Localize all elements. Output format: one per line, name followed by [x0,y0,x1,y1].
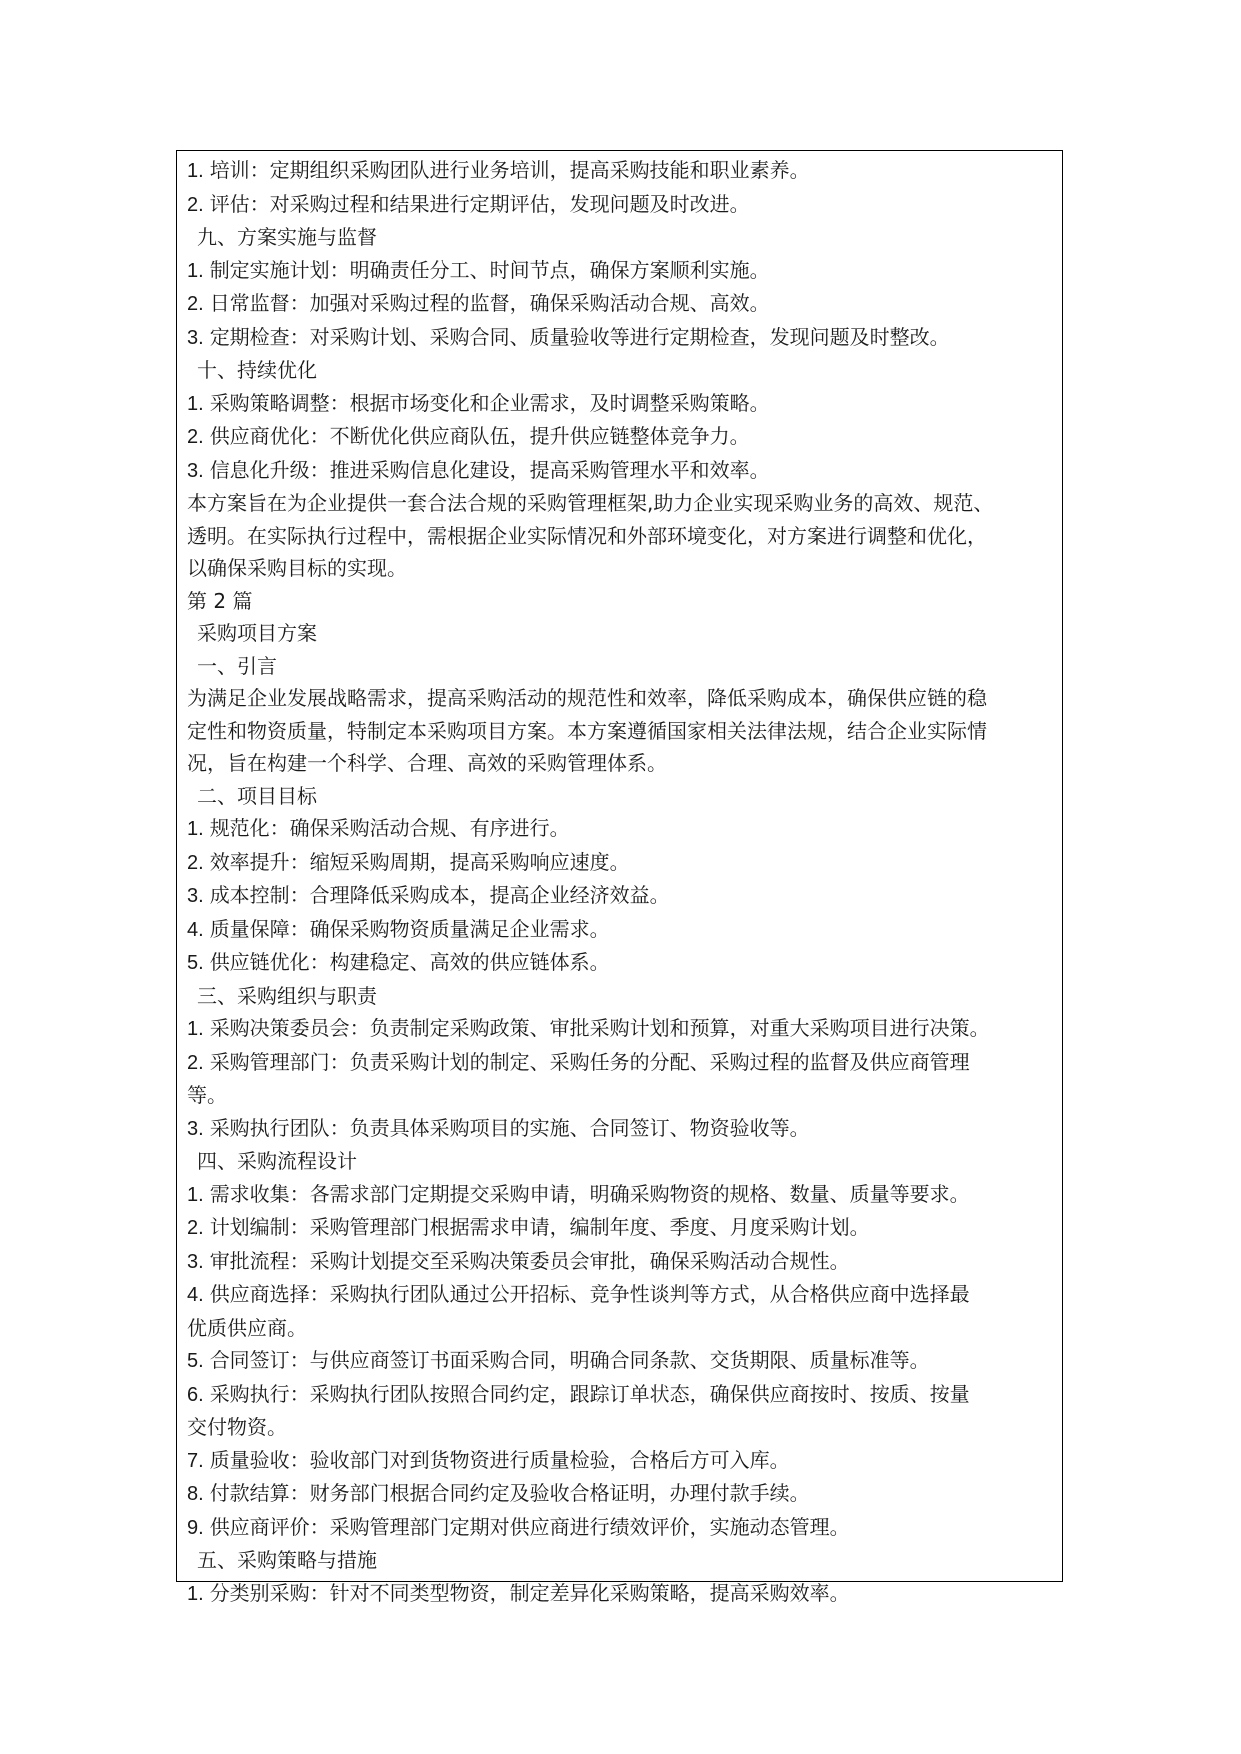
numbered-item [187,1178,1052,1212]
item-number: 6. [187,1383,204,1406]
item-text: 信息化升级：推进采购信息化建设，提高采购管理水平和效率。 [209,457,770,482]
section-heading: 五、采购策略与措施 [197,1548,377,1572]
document-frame [176,150,1063,1605]
item-text: 定期检查：对采购计划、采购合同、质量验收等进行定期检查，发现问题及时整改。 [209,324,950,349]
item-text: 分类别采购：针对不同类型物资，制定差异化采购策略，提高采购效率。 [209,1580,850,1605]
item-number: 5. [187,1350,204,1372]
paragraph-line [187,1312,1052,1345]
item-number: 2. [187,1217,204,1239]
numbered-item [187,188,1052,222]
item-text: 为满足企业发展战略需求，提高采购活动的规范性和效率，降低采购成本，确保供应链的稳 [187,686,987,710]
item-number: 2. [187,293,204,315]
paragraph-line [187,1079,1052,1112]
numbered-item [187,1511,1052,1545]
item-number: 1. [187,818,204,840]
numbered-item [187,1046,1052,1080]
item-text: 优质供应商。 [187,1315,307,1340]
section-heading: 十、持续优化 [197,358,317,382]
item-number: 2. [187,1051,204,1074]
paragraph-line [187,552,1052,585]
item-text: 第 2 篇 [187,588,253,613]
numbered-item [187,1444,1052,1478]
item-text: 付款结算：财务部门根据合同约定及验收合格证明，办理付款手续。 [209,1481,810,1505]
item-text: 培训：定期组织采购团队进行业务培训，提高采购技能和职业素养。 [209,158,810,182]
numbered-item [187,1112,1052,1146]
item-text: 效率提升：缩短采购周期，提高采购响应速度。 [209,849,630,874]
section-heading: 四、采购流程设计 [197,1149,357,1173]
item-number: 4. [187,1284,204,1306]
item-text: 日常监督：加强对采购过程的监督，确保采购活动合规、高效。 [209,291,770,315]
item-text: 审批流程：采购计划提交至采购决策委员会审批，确保采购活动合规性。 [209,1248,850,1273]
numbered-item [187,287,1052,321]
item-text: 质量验收：验收部门对到货物资进行质量检验，合格后方可入库。 [209,1447,790,1472]
item-text: 透明。在实际执行过程中，需根据企业实际情况和外部环境变化，对方案进行调整和优化， [187,523,987,548]
numbered-item [187,1278,1052,1312]
item-text: 需求收集：各需求部门定期提交采购申请，明确采购物资的规格、数量、质量等要求。 [209,1181,970,1206]
section-heading: 采购项目方案 [197,621,317,645]
item-text: 采购管理部门：负责采购计划的制定、采购任务的分配、采购过程的监督及供应商管理 [209,1049,970,1074]
item-text: 供应链优化：构建稳定、高效的供应链体系。 [209,950,610,974]
paragraph-line [187,585,1052,618]
item-text: 交付物资。 [187,1415,287,1439]
item-number: 1. [187,1018,204,1040]
numbered-item [187,846,1052,880]
numbered-item [187,812,1052,846]
item-text: 供应商优化：不断优化供应商队伍，提升供应链整体竞争力。 [209,424,750,448]
item-number: 2. [187,851,204,874]
item-text: 定性和物资质量，特制定本采购项目方案。本方案遵循国家相关法律法规，结合企业实际情 [187,718,987,743]
item-number: 1. [187,392,204,415]
item-number: 1. [187,1183,204,1206]
item-number: 7. [187,1449,204,1472]
item-text: 本方案旨在为企业提供一套合法合规的采购管理框架,助力企业实现采购业务的高效、规范、 [187,491,994,515]
item-text: 采购策略调整：根据市场变化和企业需求，及时调整采购策略。 [209,390,770,415]
item-text: 采购执行团队：负责具体采购项目的实施、合同签订、物资验收等。 [209,1115,810,1140]
item-number: 1. [187,160,204,182]
item-number: 8. [187,1483,204,1505]
numbered-item [187,1577,1052,1611]
numbered-item [187,1344,1052,1378]
section-heading: 九、方案实施与监督 [197,225,377,249]
item-text: 规范化：确保采购活动合规、有序进行。 [209,816,570,840]
paragraph-line [187,715,1052,748]
item-number: 1. [187,1582,204,1605]
item-number: 2. [187,426,204,448]
numbered-item [187,1211,1052,1245]
item-text: 采购执行：采购执行团队按照合同约定，跟踪订单状态，确保供应商按时、按质、按量 [209,1381,970,1406]
numbered-item [187,387,1052,421]
section-heading: 二、项目目标 [197,783,317,808]
numbered-item [187,913,1052,947]
numbered-item [187,154,1052,188]
numbered-item [187,254,1052,288]
numbered-item [187,321,1052,355]
item-text: 况，旨在构建一个科学、合理、高效的采购管理体系。 [187,751,667,775]
paragraph-line [187,487,1052,520]
numbered-item [187,454,1052,488]
numbered-item [187,946,1052,980]
item-number: 3. [187,459,204,482]
item-number: 5. [187,952,204,974]
item-text: 以确保采购目标的实现。 [187,556,407,580]
item-text: 供应商评价：采购管理部门定期对供应商进行绩效评价，实施动态管理。 [209,1514,850,1539]
item-text: 合同签订：与供应商签订书面采购合同，明确合同条款、交货期限、质量标准等。 [209,1348,930,1372]
item-number: 3. [187,1117,204,1140]
item-number: 3. [187,885,204,907]
item-number: 3. [187,1250,204,1273]
numbered-item [187,1245,1052,1279]
numbered-item [187,1378,1052,1412]
paragraph-line [187,747,1052,780]
item-number: 4. [187,918,204,941]
item-text: 等。 [187,1083,227,1107]
item-number: 1. [187,259,204,282]
paragraph-line [187,520,1052,553]
numbered-item [187,420,1052,454]
item-text: 供应商选择：采购执行团队通过公开招标、竞争性谈判等方式，从合格供应商中选择最 [209,1282,970,1306]
section-heading: 三、采购组织与职责 [197,983,377,1008]
item-number: 9. [187,1516,204,1539]
item-text: 评估：对采购过程和结果进行定期评估，发现问题及时改进。 [209,191,750,216]
numbered-item [187,1477,1052,1511]
section-heading: 一、引言 [197,653,277,678]
item-text: 成本控制：合理降低采购成本，提高企业经济效益。 [209,883,670,907]
item-number: 2. [187,193,204,216]
item-number: 3. [187,326,204,349]
paragraph-line [187,682,1052,715]
item-text: 采购决策委员会：负责制定采购政策、审批采购计划和预算，对重大采购项目进行决策。 [209,1016,990,1040]
numbered-item [187,1012,1052,1046]
item-text: 计划编制：采购管理部门根据需求申请，编制年度、季度、月度采购计划。 [209,1215,870,1239]
item-text: 质量保障：确保采购物资质量满足企业需求。 [209,916,610,941]
numbered-item [187,879,1052,913]
paragraph-line [187,1411,1052,1444]
item-text: 制定实施计划：明确责任分工、时间节点，确保方案顺利实施。 [209,257,770,282]
